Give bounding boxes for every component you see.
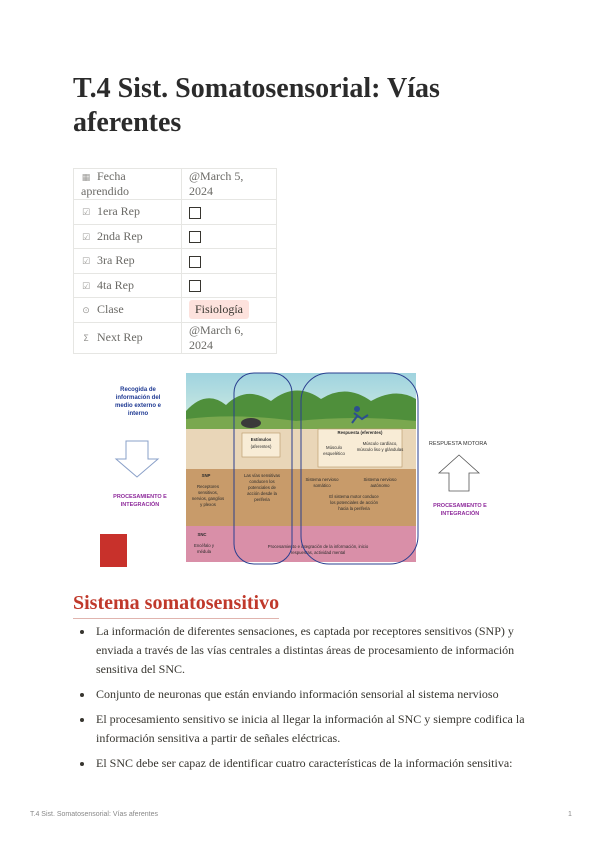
property-key-label: 4ta Rep bbox=[97, 277, 134, 292]
animal-silhouette bbox=[241, 418, 261, 428]
receptors-label: Receptores bbox=[197, 484, 219, 489]
sigma-icon: Σ bbox=[83, 334, 89, 344]
property-key bbox=[74, 169, 182, 200]
sensory-paths-label: conducen los bbox=[249, 479, 275, 484]
sensory-paths-label: periferia bbox=[254, 497, 270, 502]
response-label: Respuesta (eferentes) bbox=[337, 430, 383, 435]
properties-table bbox=[73, 168, 277, 354]
property-value bbox=[182, 249, 277, 274]
checkbox[interactable] bbox=[189, 207, 201, 219]
select-icon: ⊙ bbox=[82, 306, 90, 317]
property-value bbox=[182, 298, 277, 323]
sensory-paths-label: acción desde la bbox=[247, 491, 277, 496]
calendar-icon: ▦ bbox=[81, 173, 91, 183]
runner-silhouette bbox=[354, 406, 360, 412]
somatic-label: Sistema nervioso bbox=[305, 477, 339, 482]
receptors-label: y plexos bbox=[200, 502, 216, 507]
motor-paths-label: El sistema motor conduce bbox=[329, 494, 379, 499]
page-number: 1 bbox=[568, 811, 572, 818]
receptors-label: sensitivos, bbox=[197, 490, 219, 495]
property-key bbox=[74, 273, 182, 298]
property-key bbox=[74, 298, 182, 323]
property-value bbox=[182, 273, 277, 298]
property-row bbox=[74, 322, 277, 353]
property-value bbox=[182, 322, 277, 353]
processing-label: Procesamiento e integración de la información, inicio bbox=[267, 544, 369, 549]
muscle-skeletal-label: Músculo bbox=[325, 445, 343, 450]
list-item: • El SNC debe ser capaz de identificar cuatro características de la información sensitiva: bbox=[94, 754, 554, 773]
checkbox-icon: ☑ bbox=[81, 232, 91, 243]
nervous-system-diagram bbox=[96, 371, 490, 566]
muscle-other-label: Músculo cardíaco, bbox=[362, 441, 398, 446]
red-marker-block bbox=[100, 534, 127, 567]
autonomic-label: autónomo bbox=[370, 483, 390, 488]
processing-label: respuestas, actividad mental bbox=[290, 550, 346, 555]
checkbox[interactable] bbox=[189, 231, 201, 243]
list-item: • La información de diferentes sensaciones, es captada por receptores sensitivos (SNP) y enviada a través de las vías centrales a distintas áreas de procesamiento de información sensitiva del SNC. bbox=[94, 622, 554, 679]
down-arrow-icon bbox=[116, 441, 158, 477]
property-value bbox=[182, 200, 277, 225]
brain-label: médula bbox=[196, 549, 212, 554]
list-item: • El procesamiento sensitivo se inicia al llegar la información al SNC y siempre codifica la información sensitiva a partir de señales eléctricas. bbox=[94, 710, 554, 748]
section-heading: Sistema somatosensitivo bbox=[73, 590, 279, 619]
page-footer: T.4 Sist. Somatosensorial: Vías aferentes bbox=[30, 811, 159, 818]
left-process-line: INTEGRACIÓN bbox=[120, 502, 160, 508]
property-key bbox=[74, 249, 182, 274]
left-caption-line: Recogida de bbox=[120, 387, 156, 393]
checkbox[interactable] bbox=[189, 256, 201, 268]
right-process-line: INTEGRACIÓN bbox=[440, 511, 480, 517]
property-key bbox=[74, 322, 182, 353]
property-row bbox=[74, 200, 277, 225]
left-caption-line: información del bbox=[115, 395, 161, 401]
receptors-label: nervios, ganglios bbox=[191, 496, 225, 501]
muscle-skeletal-label: esquelético bbox=[323, 451, 345, 456]
up-arrow-icon bbox=[439, 455, 479, 491]
left-process-line: PROCESAMIENTO E bbox=[113, 494, 167, 500]
right-caption: RESPUESTA MOTORA bbox=[428, 441, 488, 447]
date-value: @March 5, 2024 bbox=[189, 169, 244, 198]
checkbox-icon: ☑ bbox=[81, 281, 91, 292]
motor-paths-label: los potenciales de acción bbox=[329, 500, 379, 505]
property-key bbox=[74, 224, 182, 249]
property-key-label: 1era Rep bbox=[97, 204, 140, 219]
property-key-label: 2nda Rep bbox=[97, 228, 143, 243]
sensory-paths-label: potenciales de bbox=[248, 485, 276, 490]
autonomic-label: Sistema nervioso bbox=[363, 477, 397, 482]
bullet-list bbox=[74, 622, 554, 779]
property-row bbox=[74, 224, 277, 249]
checkbox[interactable] bbox=[189, 280, 201, 292]
snp-label: SNP bbox=[201, 473, 211, 478]
property-value bbox=[182, 169, 277, 200]
muscle-other-label: músculo liso y glándulas bbox=[356, 447, 404, 452]
somatic-label: somático bbox=[313, 483, 331, 488]
property-key-label: Clase bbox=[97, 302, 124, 317]
property-row bbox=[74, 249, 277, 274]
stimuli-label: Estímulos bbox=[250, 437, 272, 442]
property-row bbox=[74, 169, 277, 200]
left-caption-line: medio externo e bbox=[114, 403, 162, 409]
snc-label: SNC bbox=[197, 532, 207, 537]
property-key bbox=[74, 200, 182, 225]
property-row bbox=[74, 273, 277, 298]
class-tag[interactable]: Fisiología bbox=[189, 300, 249, 319]
checkbox-icon: ☑ bbox=[81, 208, 91, 219]
property-key-label: 3ra Rep bbox=[97, 253, 135, 268]
left-caption-line: interno bbox=[127, 411, 149, 417]
date-value: @March 6, 2024 bbox=[189, 322, 244, 352]
property-key-label: Fecha aprendido bbox=[81, 169, 129, 198]
right-process-line: PROCESAMIENTO E bbox=[433, 503, 487, 509]
sensory-paths-label: Las vías sensitivas bbox=[243, 473, 281, 478]
brain-label: Encéfalo y bbox=[193, 543, 215, 548]
page-title: T.4 Sist. Somatosensorial: Vías aferentes bbox=[73, 73, 440, 138]
motor-paths-label: hacia la periferia bbox=[338, 506, 370, 511]
property-key-label: Next Rep bbox=[97, 330, 143, 344]
list-item: • Conjunto de neuronas que están enviando información sensorial al sistema nervioso bbox=[94, 685, 554, 704]
property-value bbox=[182, 224, 277, 249]
property-row bbox=[74, 298, 277, 323]
stimuli-label: (aferentes) bbox=[250, 444, 272, 449]
checkbox-icon: ☑ bbox=[81, 257, 91, 268]
